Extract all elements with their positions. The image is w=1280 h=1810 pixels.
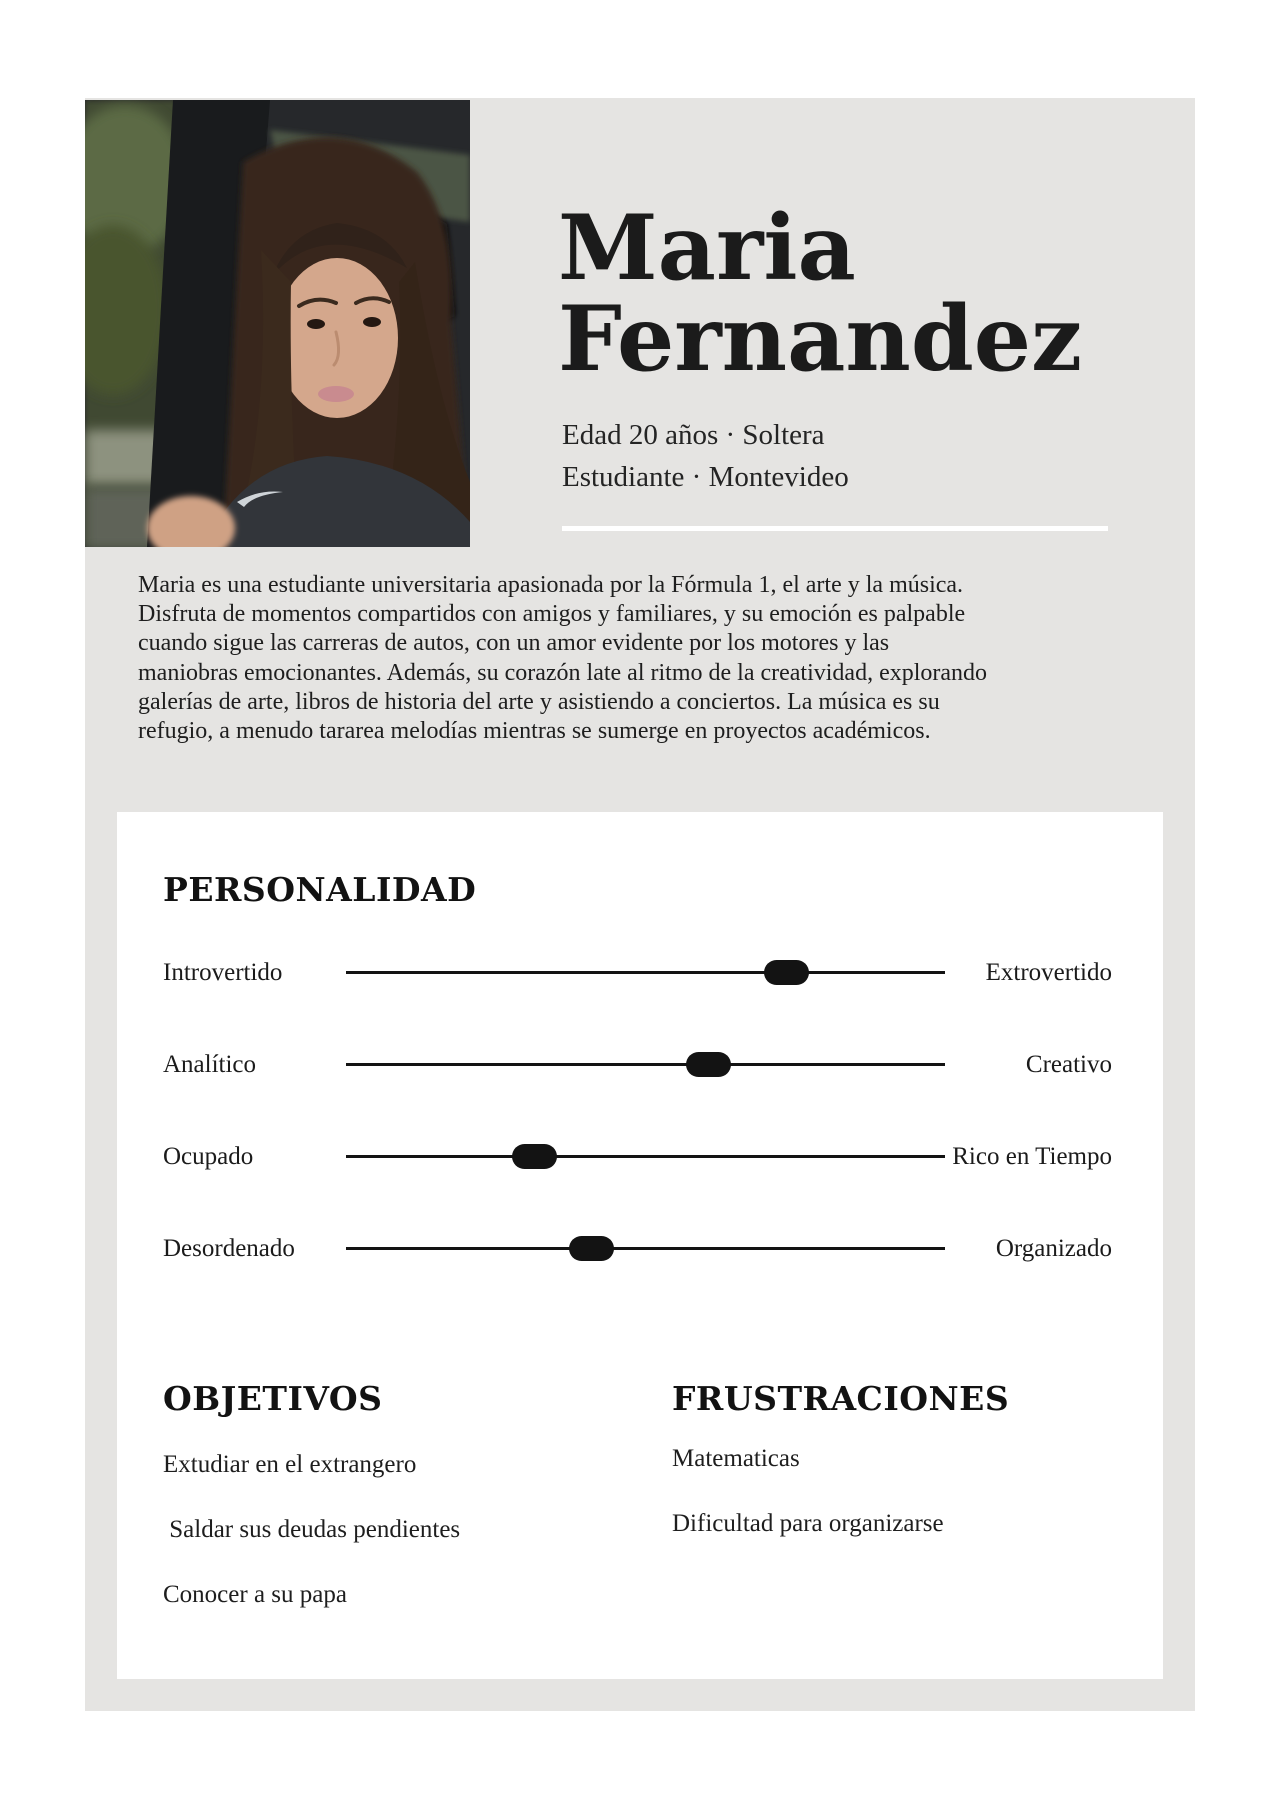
objective-item: Saldar sus deudas pendientes bbox=[163, 1516, 461, 1543]
frustrations-section-title: FRUSTRACIONES bbox=[672, 1379, 1010, 1418]
persona-bio: Maria es una estudiante universitaria apasionada por la Fórmula 1, el arte y la música. Disfruta de momentos compartidos con amigos y familiares, y su emoción es palpable cuando sigue las carreras de autos, con un amor evidente por los motores y las maniobras emocionantes. Además, su corazón late al ritmo de la creatividad, explorando galerías de arte, libros de historia del arte y asistiendo a conciertos. La música es su refugio, a menudo tararea melodías mientras se sumerge en proyectos académicos. bbox=[138, 572, 988, 745]
personality-slider-row bbox=[117, 958, 1163, 988]
slider-handle bbox=[512, 1144, 557, 1169]
slider-right-label: Organizado bbox=[995, 1235, 1112, 1262]
frustration-item: Matematicas bbox=[672, 1445, 800, 1472]
slider-handle bbox=[686, 1052, 731, 1077]
personality-slider-row bbox=[117, 1234, 1163, 1264]
header-divider-line bbox=[562, 526, 1108, 531]
objective-item: Conocer a su papa bbox=[163, 1581, 347, 1608]
objective-item: Extudiar en el extrangero bbox=[163, 1451, 417, 1478]
slider-handle bbox=[569, 1236, 614, 1261]
slider-left-label: Desordenado bbox=[163, 1235, 295, 1262]
slider-right-label: Creativo bbox=[1025, 1051, 1112, 1078]
frustration-item: Dificultad para organizarse bbox=[672, 1510, 944, 1537]
persona-meta bbox=[562, 414, 849, 498]
meta-line-1: Edad 20 años · Soltera bbox=[562, 419, 825, 451]
personality-slider-row bbox=[117, 1142, 1163, 1172]
slider-right-label: Extrovertido bbox=[985, 959, 1112, 986]
slider-left-label: Analítico bbox=[163, 1051, 257, 1078]
slider-left-label: Introvertido bbox=[163, 959, 283, 986]
name-line-2: Fernandez bbox=[558, 286, 1083, 392]
content-card bbox=[117, 812, 1163, 1679]
name-line-1: Maria bbox=[558, 195, 856, 301]
slider-handle bbox=[764, 960, 809, 985]
slider-right-label: Rico en Tiempo bbox=[952, 1143, 1112, 1170]
objectives-section-title: OBJETIVOS bbox=[163, 1379, 383, 1418]
personality-slider-row bbox=[117, 1050, 1163, 1080]
meta-line-2: Estudiante · Montevideo bbox=[562, 461, 849, 493]
profile-photo bbox=[85, 100, 470, 547]
personality-section-title: PERSONALIDAD bbox=[163, 870, 477, 909]
persona-name bbox=[558, 195, 1083, 392]
slider-left-label: Ocupado bbox=[163, 1143, 254, 1170]
